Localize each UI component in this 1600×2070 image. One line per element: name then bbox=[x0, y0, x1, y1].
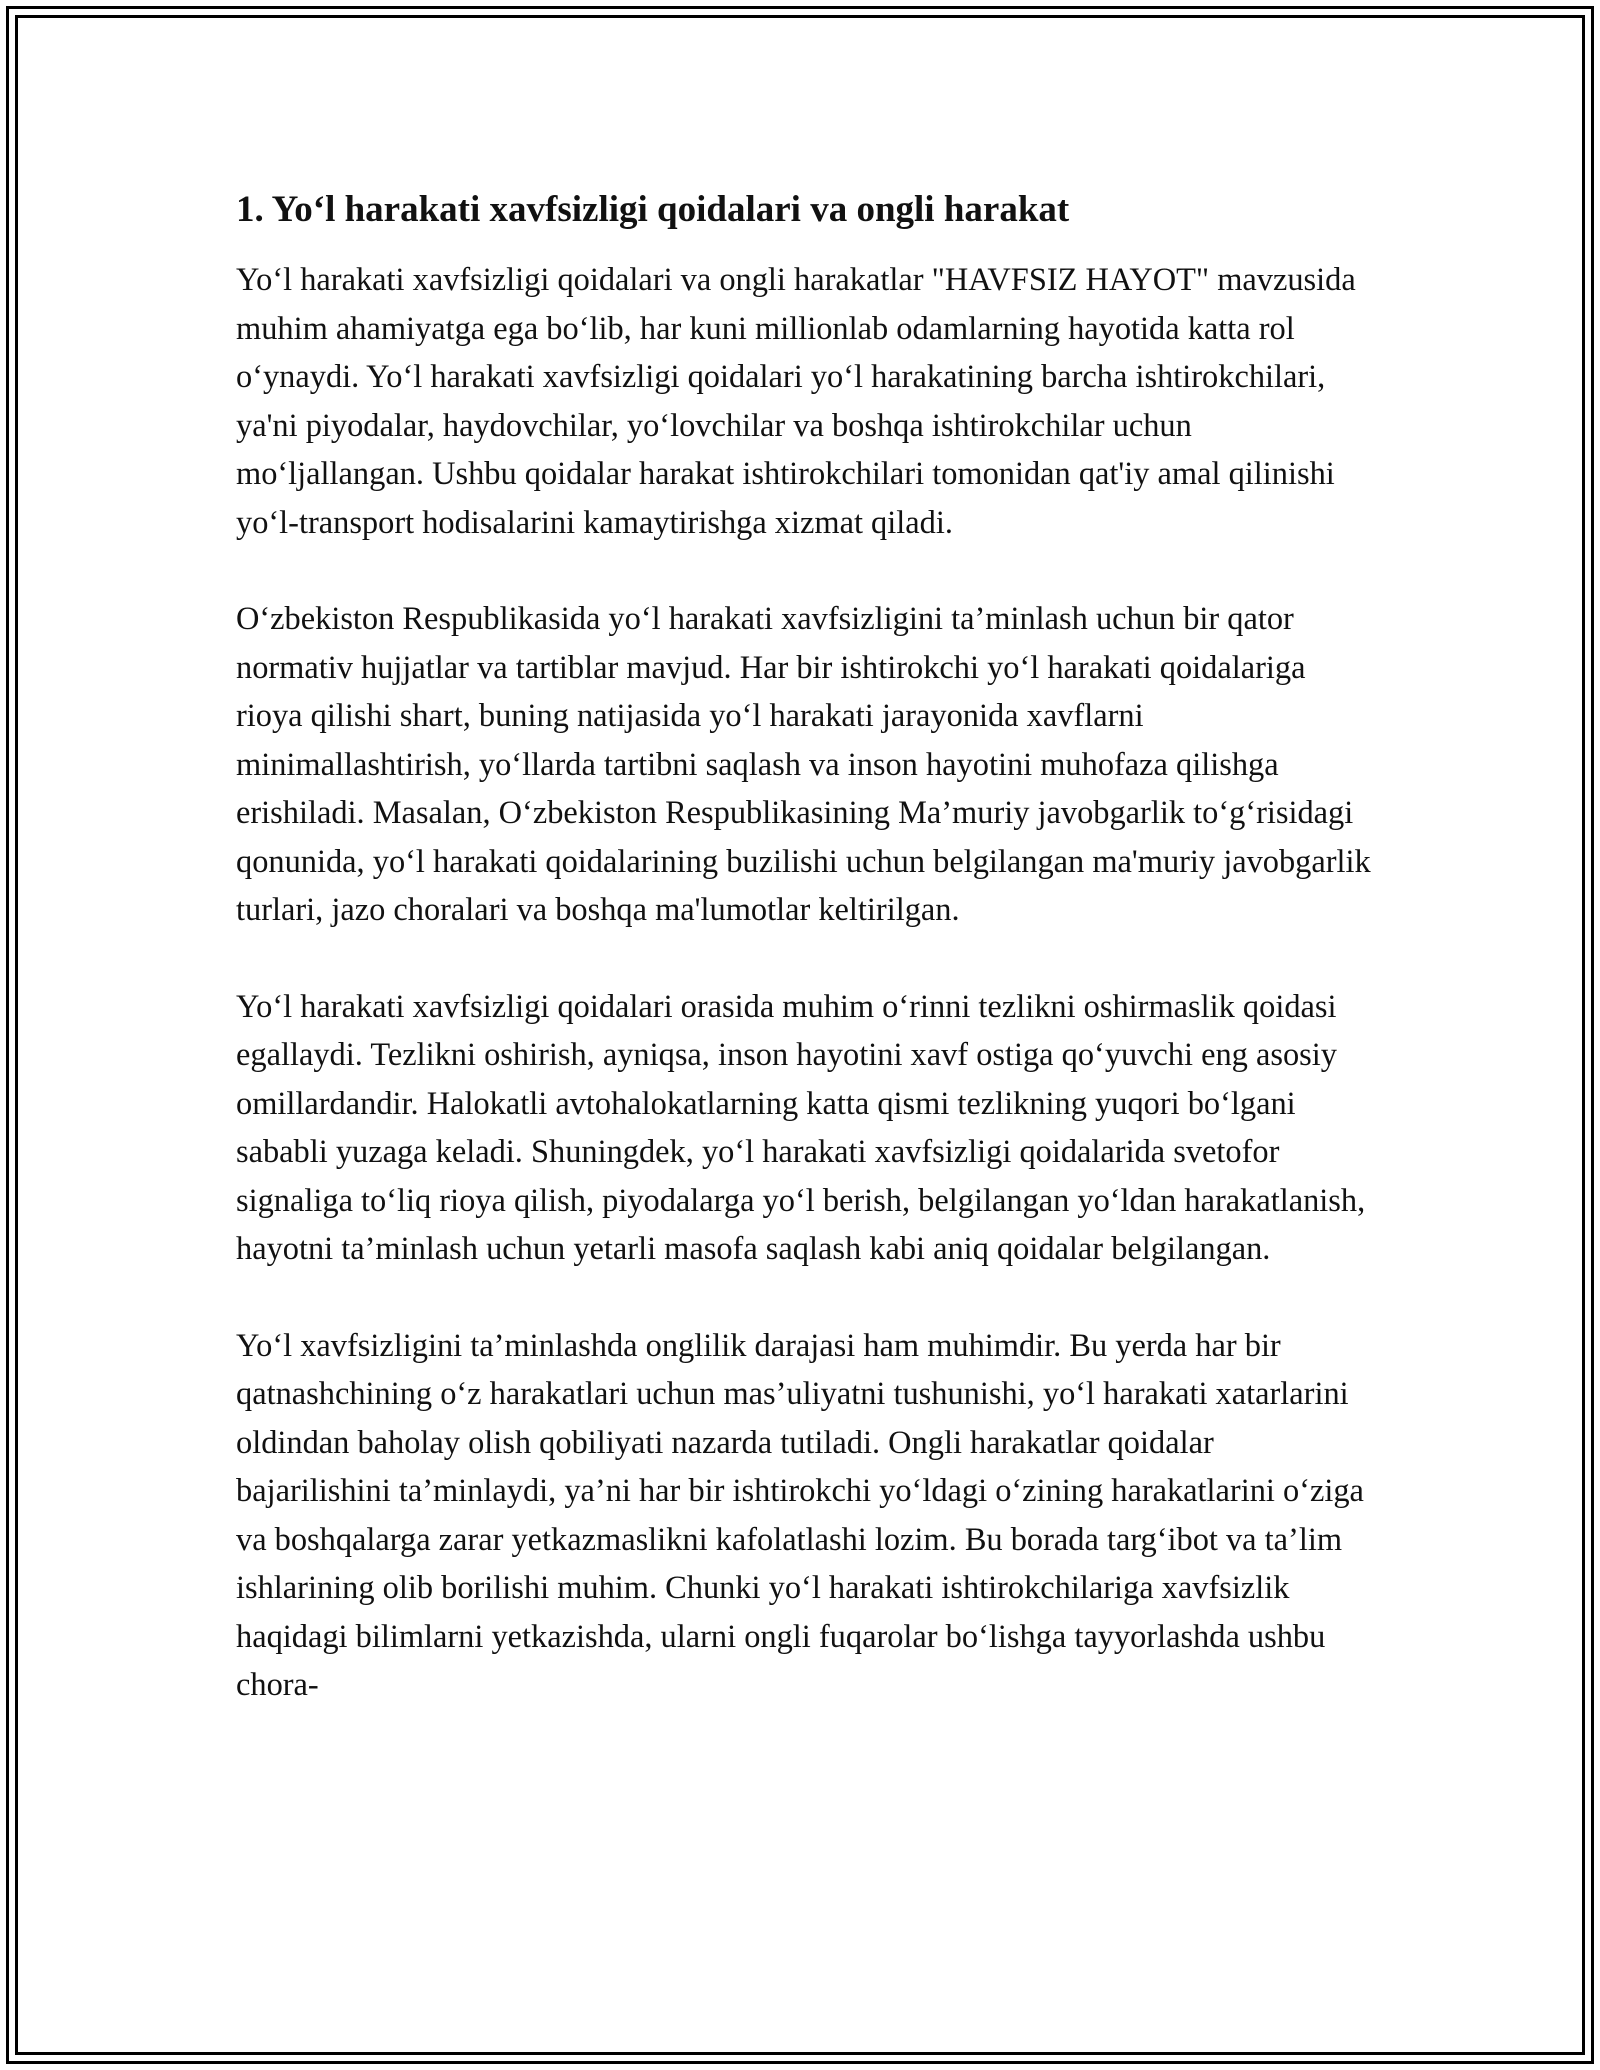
paragraph-4: Yo‘l xavfsizligini ta’minlashda onglilik darajasi ham muhimdir. Bu yerda har bir qatnashchining o‘z harakatlari uchun mas’uliyatni tushunishi, yo‘l harakati xatarlarini oldindan baholay olish qobiliyati nazarda tutiladi. Ongli harakatlar qoidalar bajarilishini ta’minlaydi, ya’ni har bir ishtirokchi yo‘ldagi o‘zining harakatlarini o‘ziga va boshqalarga zarar yetkazmaslikni kafolatlashi lozim. Bu borada targ‘ibot va ta’lim ishlarining olib borilishi muhim. Chunki yo‘l harakati ishtirokchilariga xavfsizlik haqidagi bilimlarni yetkazishda, ularni ongli fuqarolar bo‘lishga tayyorlashda ushbu chora- bbox=[236, 1327, 1364, 1703]
document-body bbox=[236, 186, 1376, 1758]
paragraph-2: O‘zbekiston Respublikasida yo‘l harakati xavfsizligini ta’minlash uchun bir qator normativ hujjatlar va tartiblar mavjud. Har bir ishtirokchi yo‘l harakati qoidalariga rioya qilishi shart, buning natijasida yo‘l harakati jarayonida xavflarni minimallashtirish, yo‘llarda tartibni saqlash va inson hayotini muhofaza qilishga erishiladi. Masalan, O‘zbekiston Respublikasining Ma’muriy javobgarlik to‘g‘risidagi qonunida, yo‘l harakati qoidalarining buzilishi uchun belgilangan ma'muriy javobgarlik turlari, jazo choralari va boshqa ma'lumotlar keltirilgan. bbox=[236, 601, 1371, 928]
paragraph-1: Yo‘l harakati xavfsizligi qoidalari va ongli harakatlar "HAVFSIZ HAYOT" mavzusida muhim ahamiyatga ega bo‘lib, har kuni millionlab odamlarning hayotida katta rol o‘ynaydi. Yo‘l harakati xavfsizligi qoidalari yo‘l harakatining barcha ishtirokchilari, ya'ni piyodalar, haydovchilar, yo‘lovchilar va boshqa ishtirokchilar uchun mo‘ljallangan. Ushbu qoidalar harakat ishtirokchilari tomonidan qat'iy amal qilinishi yo‘l-transport hodisalarini kamaytirishga xizmat qiladi. bbox=[236, 262, 1356, 541]
paragraph-3: Yo‘l harakati xavfsizligi qoidalari orasida muhim o‘rinni tezlikni oshirmaslik qoidasi egallaydi. Tezlikni oshirish, ayniqsa, inson hayotini xavf ostiga qo‘yuvchi eng asosiy omillardandir. Halokatli avtohalokatlarning katta qismi tezlikning yuqori bo‘lgani sababli yuzaga keladi. Shuningdek, yo‘l harakati xavfsizligi qoidalarida svetofor signaliga to‘liq rioya qilish, piyodalarga yo‘l berish, belgilangan yo‘ldan harakatlanish, hayotni ta’minlash uchun yetarli masofa saqlash kabi aniq qoidalar belgilangan. bbox=[236, 988, 1366, 1267]
section-heading: 1. Yo‘l harakati xavfsizligi qoidalari va ongli harakat bbox=[236, 189, 1070, 230]
